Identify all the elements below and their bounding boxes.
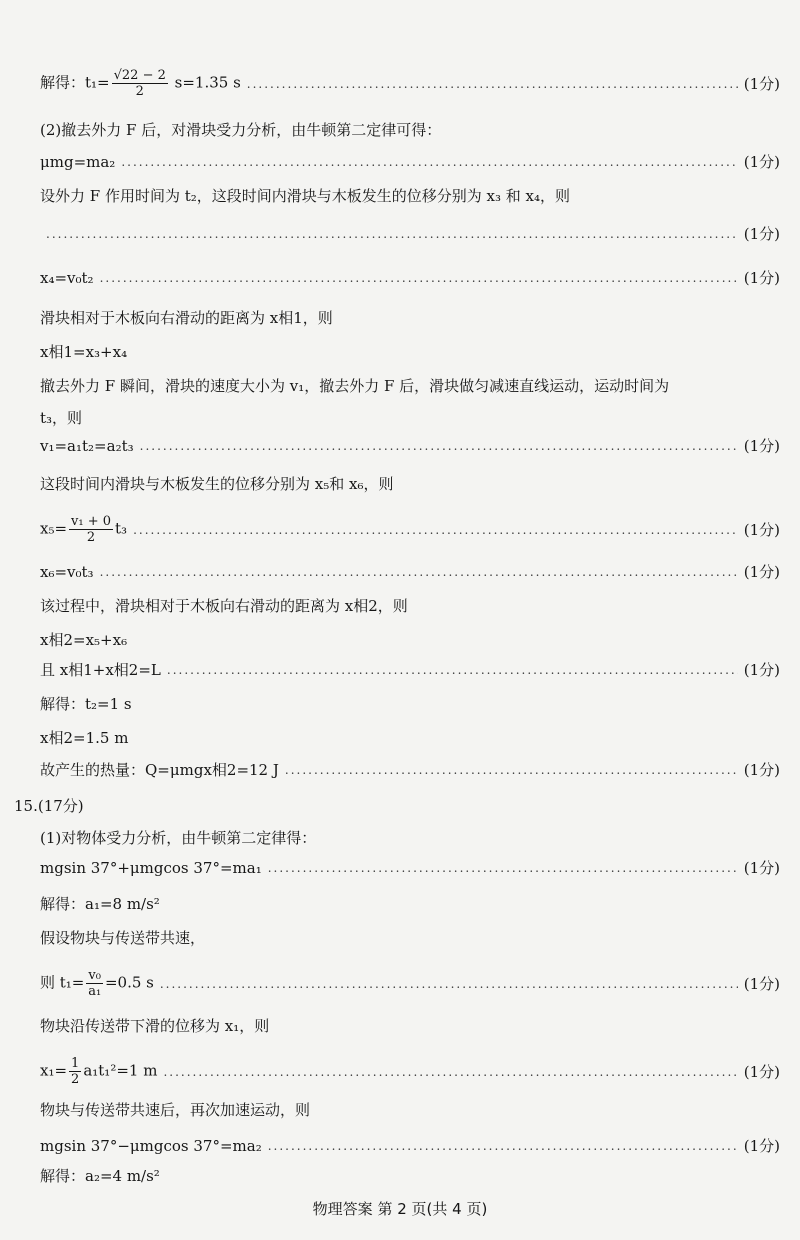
answer-line [40,152,780,172]
dot-leader [133,520,738,540]
answer-line [40,894,780,914]
answer-text: 解得：a₂=4 m/s² [40,1167,160,1185]
answer-line [40,630,780,650]
score-label: (1分) [743,1137,780,1155]
answer-text: mgsin 37°−μmgcos 37°=ma₂ [40,1137,262,1155]
score-label: (1分) [743,859,780,877]
answer-text: mgsin 37°+μmgcos 37°=ma₁ [40,859,262,877]
answer-line [40,1166,780,1186]
answer-line [14,796,754,816]
page-footer: 物理答案 第 2 页(共 4 页) [312,1200,488,1218]
answer-text: x₁= $\frac{1}{2}$ a₁t₁²=1 m [40,1056,158,1087]
answer-line [40,660,780,680]
answer-line [40,1136,780,1156]
answer-line [40,68,780,99]
answer-line [40,1056,780,1087]
answer-line [40,474,780,494]
answer-line [40,858,780,878]
answer-text: μmg=ma₂ [40,153,116,171]
answer-text: 滑块相对于木板向右滑动的距离为 x相1，则 [40,309,333,327]
score-label: (1分) [743,974,780,993]
fraction: $\frac{√22 - 2}{2}$ [113,68,166,99]
dot-leader [121,152,737,172]
score-label: (1分) [743,563,780,581]
answer-text: 该过程中，滑块相对于木板向右滑动的距离为 x相2，则 [40,597,408,615]
answer-text: x₆=v₀t₃ [40,563,94,581]
answer-text: 这段时间内滑块与木板发生的位移分别为 x₅和 x₆，则 [40,475,394,493]
answer-line [40,376,780,396]
answer-line [40,408,780,428]
dot-leader [100,562,738,582]
dot-leader [268,858,738,878]
answer-text: 且 x相1+x相2=L [40,661,161,679]
answer-text: x₅= $\frac{\text{v₁ + 0}}{2}$ t₃ [40,514,128,545]
answer-line [40,1016,780,1036]
answer-line [40,224,780,244]
fraction: $\frac{\text{v₀}}{\text{a₁}}$ [88,968,102,999]
score-label: (1分) [743,74,780,93]
score-label: (1分) [743,1062,780,1081]
answer-text: 物块与传送带共速后，再次加速运动，则 [40,1101,311,1119]
score-label: (1分) [743,153,780,171]
score-label: (1分) [743,761,780,779]
answer-text: 解得：t₁= $\frac{√22 - 2}{2}$ s=1.35 s [40,68,241,99]
answer-text: 则 t₁= $\frac{\text{v₀}}{\text{a₁}}$ =0.5 s [40,968,154,999]
answer-line [40,268,780,288]
dot-leader [285,760,738,780]
dot-leader [247,74,738,94]
score-label: (1分) [743,225,780,243]
answer-line [40,968,780,999]
answer-line [40,596,780,616]
score-label: (1分) [743,661,780,679]
dot-leader [167,660,738,680]
answer-line [40,828,780,848]
answer-line [40,928,780,948]
answer-text: t₃，则 [40,409,83,427]
answer-text: x相2=x₅+x₆ [40,631,128,649]
answer-line [40,436,780,456]
score-label: (1分) [743,269,780,287]
answer-line [40,760,780,780]
fraction: $\frac{1}{2}$ [71,1056,80,1087]
score-label: (1分) [743,520,780,539]
answer-line [40,308,780,328]
answer-text: 设外力 F 作用时间为 t₂，这段时间内滑块与木板发生的位移分别为 x₃ 和 x₄，则 [40,187,571,205]
answer-text: (1)对物体受力分析，由牛顿第二定律得： [40,829,317,847]
answer-text: v₁=a₁t₂=a₂t₃ [40,437,134,455]
answer-line [40,514,780,545]
fraction: $\frac{\text{v₁ + 0}}{2}$ [71,514,112,545]
answer-line [40,186,780,206]
answer-line [40,694,780,714]
answer-text: x₄=v₀t₂ [40,269,94,287]
answer-line [40,562,780,582]
answer-text: x相1=x₃+x₄ [40,343,128,361]
answer-text: 撤去外力 F 瞬间，滑块的速度大小为 v₁，撤去外力 F 后，滑块做匀减速直线运动，运动时间为 [40,377,670,395]
answer-line [40,342,780,362]
dot-leader [140,436,738,456]
answer-text: x相2=1.5 m [40,729,129,747]
answer-text: (2)撤去外力 F 后，对滑块受力分析，由牛顿第二定律可得： [40,121,442,139]
answer-line [40,1100,780,1120]
dot-leader [46,224,738,244]
dot-leader [160,974,738,994]
dot-leader [100,268,738,288]
answer-text: 15.(17分) [14,797,84,815]
answer-text: 解得：a₁=8 m/s² [40,895,160,913]
dot-leader [268,1136,738,1156]
answer-text: 假设物块与传送带共速， [40,929,206,947]
answer-text: 解得：t₂=1 s [40,695,132,713]
dot-leader [163,1062,737,1082]
answer-text: 物块沿传送带下滑的位移为 x₁，则 [40,1017,270,1035]
answer-line [40,728,780,748]
score-label: (1分) [743,437,780,455]
answer-text: 故产生的热量：Q=μmgx相2=12 J [40,761,279,779]
answer-line [40,120,780,140]
